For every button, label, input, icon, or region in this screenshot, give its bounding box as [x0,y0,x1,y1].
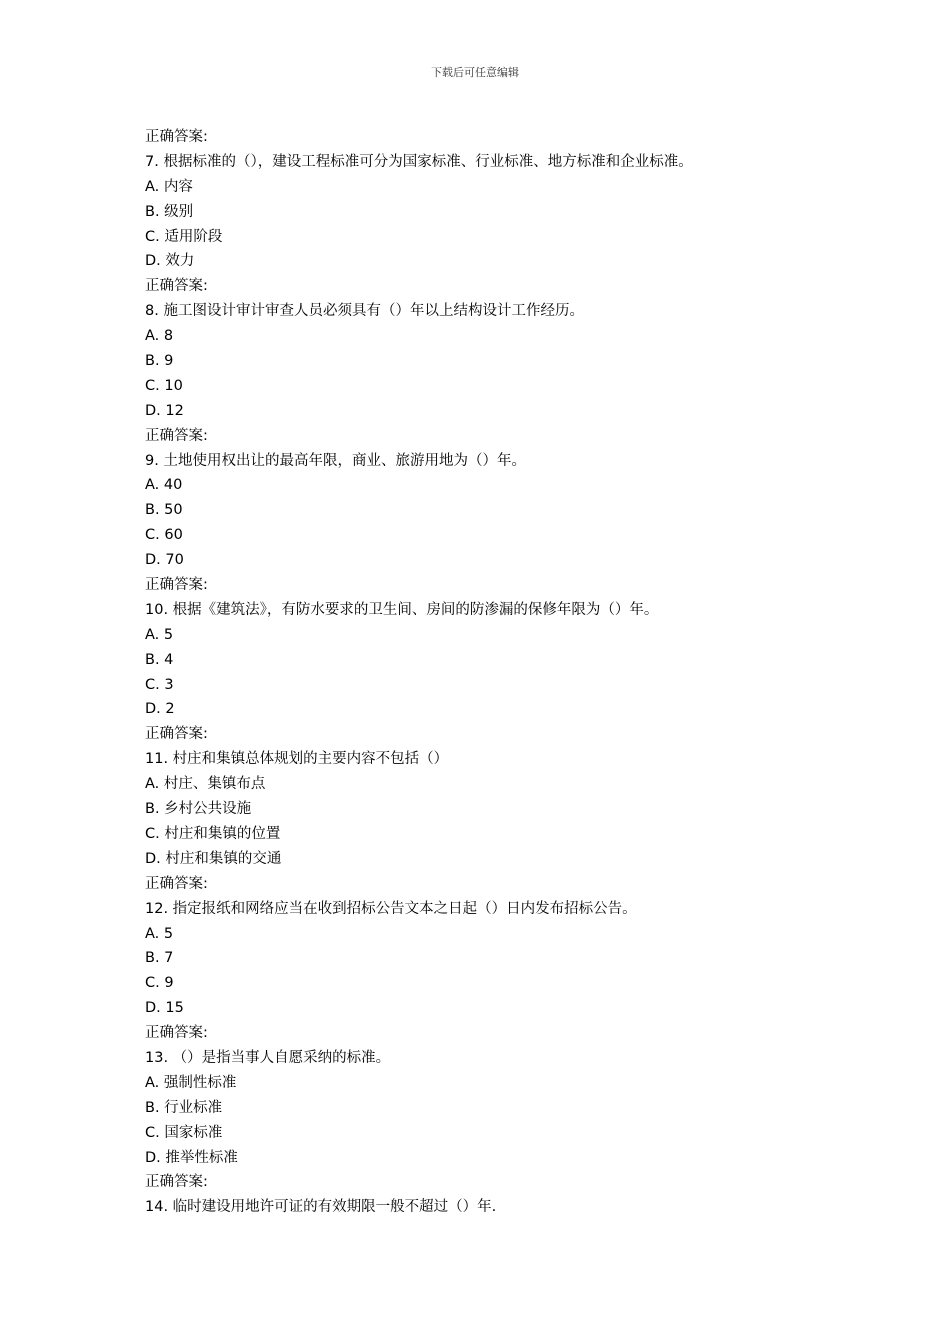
answer-label: 正确答案: [145,1174,208,1191]
option-line: A. 强制性标准 [145,1074,237,1091]
option-line: D. 12 [145,402,184,419]
option-line: D. 2 [145,701,175,718]
option-line: A. 5 [145,925,174,942]
option-line: C. 国家标准 [145,1124,223,1141]
question-line: 11. 村庄和集镇总体规划的主要内容不包括（） [145,751,449,768]
option-line: A. 内容 [145,178,193,195]
document-body [145,125,865,1220]
option-line: B. 9 [145,353,174,370]
option-line: B. 50 [145,502,183,519]
option-line: B. 7 [145,950,174,967]
option-line: A. 村庄、集镇布点 [145,776,266,793]
page-header: 下载后可任意编辑 [431,66,519,79]
option-line: A. 5 [145,626,174,643]
answer-label: 正确答案: [145,726,208,743]
option-line: C. 适用阶段 [145,228,223,245]
option-line: D. 效力 [145,253,195,270]
answer-label: 正确答案: [145,875,208,892]
option-line: B. 4 [145,651,174,668]
question-line: 10. 根据《建筑法》，有防水要求的卫生间、房间的防渗漏的保修年限为（）年。 [145,601,659,618]
answer-label: 正确答案: [145,1025,208,1042]
option-line: D. 15 [145,1000,184,1017]
answer-label: 正确答案: [145,278,208,295]
question-line: 8. 施工图设计审计审查人员必须具有（）年以上结构设计工作经历。 [145,303,584,320]
question-line: 9. 土地使用权出让的最高年限，商业、旅游用地为（）年。 [145,452,526,469]
answer-label: 正确答案: [145,577,208,594]
option-line: A. 8 [145,328,174,345]
option-line: B. 行业标准 [145,1099,223,1116]
question-line: 7. 根据标准的（），建设工程标准可分为国家标准、行业标准、地方标准和企业标准。 [145,153,693,170]
option-line: C. 9 [145,975,174,992]
option-line: A. 40 [145,477,183,494]
option-line: B. 级别 [145,203,194,220]
option-line: C. 10 [145,377,183,394]
option-line: D. 70 [145,552,184,569]
question-line: 13. （）是指当事人自愿采纳的标准。 [145,1049,391,1066]
option-line: B. 乡村公共设施 [145,801,252,818]
answer-label: 正确答案: [145,427,208,444]
option-line: C. 村庄和集镇的位置 [145,825,281,842]
option-line: C. 3 [145,676,174,693]
option-line: C. 60 [145,527,183,544]
question-line: 12. 指定报纸和网络应当在收到招标公告文本之日起（）日内发布招标公告。 [145,900,637,917]
option-line: D. 推举性标准 [145,1149,238,1166]
question-line: 14. 临时建设用地许可证的有效期限一般不超过（）年. [145,1199,497,1216]
answer-label: 正确答案: [145,129,208,145]
option-line: D. 村庄和集镇的交通 [145,850,282,867]
